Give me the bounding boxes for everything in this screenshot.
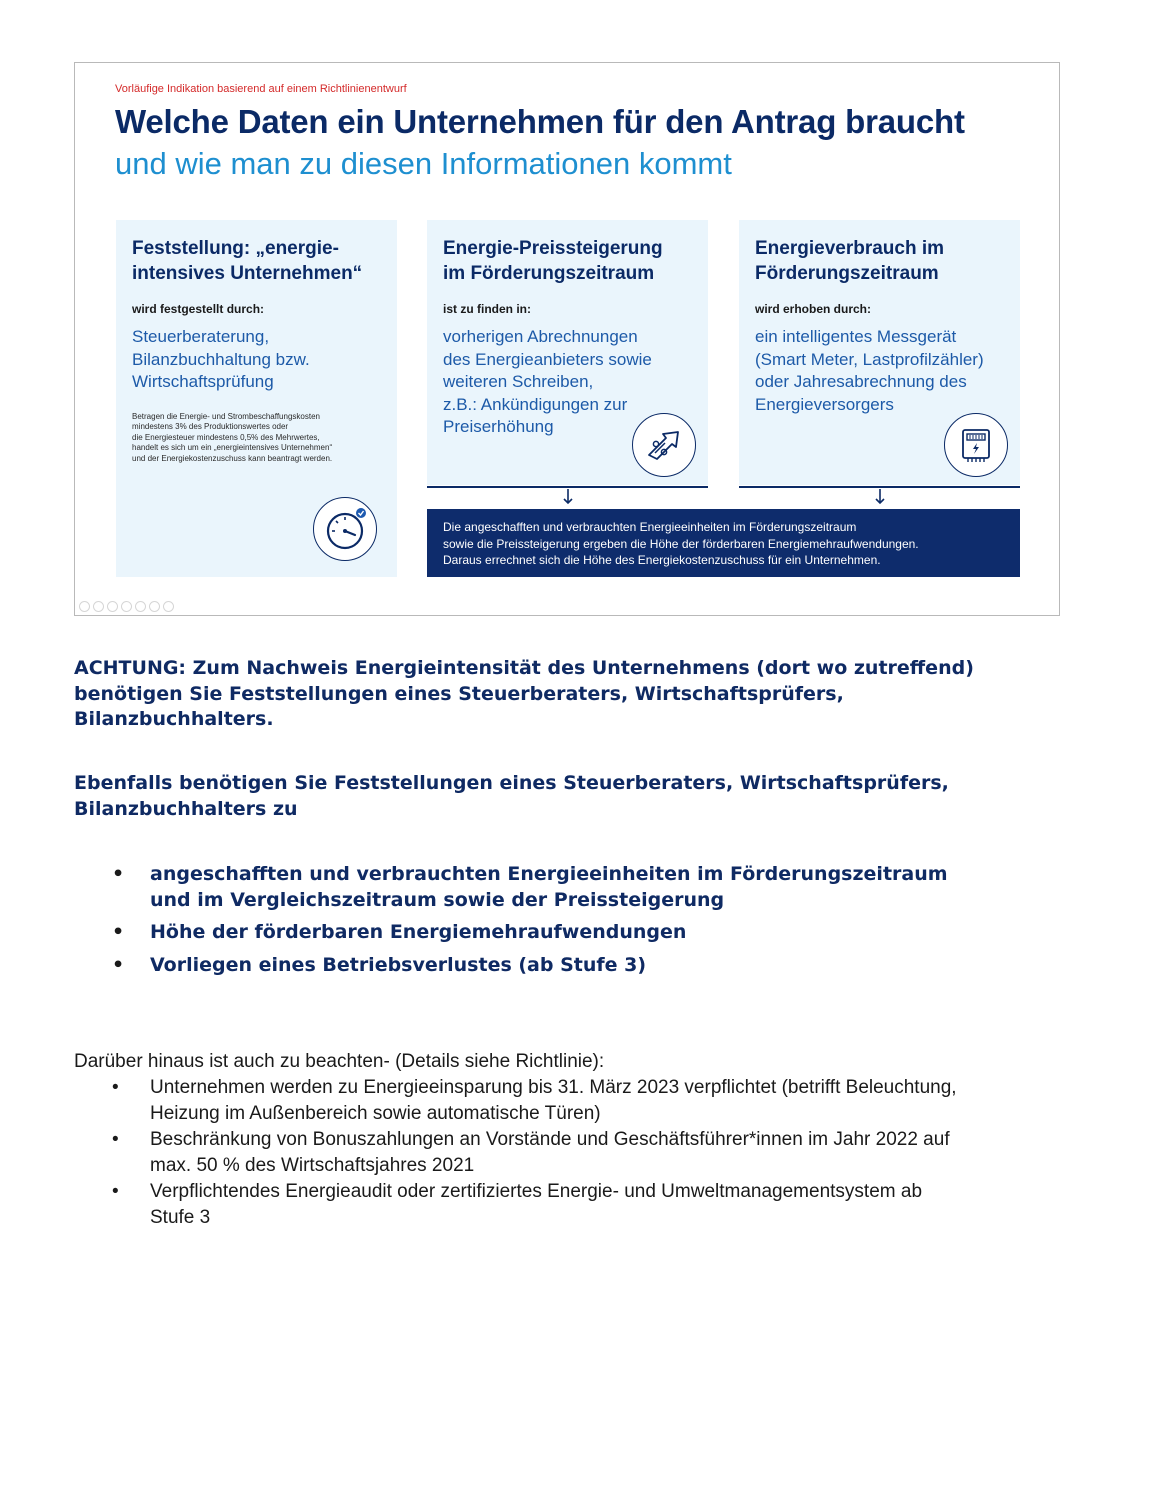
required-findings-list: [74, 862, 1074, 985]
list-item: • Vorliegen eines Betriebsverlustes (ab Stufe 3): [74, 953, 1074, 979]
achtung-paragraph: ACHTUNG: Zum Nachweis Energieintensität des Unternehmens (dort wo zutreffend) benötigen Sie Feststellungen eines Steuerberaters, Wirtschaftsprüfers, Bilanzbuchhalters.: [74, 657, 974, 730]
arrow-down-icon: [561, 489, 575, 505]
card-body: Steuerberaterung, Bilanzbuchhaltung bzw. Wirtschaftsprüfung: [132, 327, 310, 391]
additional-notes-intro: Darüber hinaus ist auch zu beachten- (Details siehe Richtlinie):: [74, 1051, 605, 1072]
slide-title: Welche Daten ein Unternehmen für den Antrag braucht: [115, 103, 965, 140]
list-item: • Beschränkung von Bonuszahlungen an Vorstände und Geschäftsführer*innen im Jahr 2022 auf max. 50 % des Wirtschaftsjahres 2021: [74, 1127, 1074, 1178]
card-title: Energieverbrauch im Förderungszeitraum: [755, 238, 945, 284]
card-subtitle: wird erhoben durch:: [755, 302, 872, 316]
percent-arrow-icon: [632, 413, 696, 477]
slides-grid-icon[interactable]: [121, 601, 132, 612]
card-price-increase: [427, 220, 708, 485]
list-item: • Unternehmen werden zu Energieeinsparung bis 31. März 2023 verpflichtet (betrifft Beleuchtung, Heizung im Außenbereich sowie automatische Türen): [74, 1075, 1074, 1126]
zoom-icon[interactable]: [135, 601, 146, 612]
card-subtitle: wird festgestellt durch:: [132, 302, 265, 316]
speedometer-icon: [313, 497, 377, 561]
list-item: • Verpflichtendes Energieaudit oder zertifiziertes Energie- und Umweltmanagementsystem ab Stufe 3: [74, 1179, 1074, 1230]
arrow-down-icon: [873, 489, 887, 505]
result-summary-box: Die angeschafften und verbrauchten Energieeinheiten im Förderungszeitraum sowie die Preissteigerung ergeben die Höhe der förderbaren Energiemehraufwendungen. Daraus errechnet sich die Höhe des Energiekostenzuschuss für ein Unternehmen.: [427, 509, 1020, 577]
card-energy-consumption: [739, 220, 1020, 485]
list-item: • angeschafften und verbrauchten Energieeinheiten im Förderungszeitraum und im Vergleichszeitraum sowie der Preissteigerung: [74, 862, 1074, 913]
card-body: ein intelligentes Messgerät (Smart Meter, Lastprofilzähler) oder Jahresabrechnung des Energieversorgers: [755, 327, 984, 414]
prev-slide-icon[interactable]: [79, 601, 90, 612]
card-footnote: Betragen die Energie- und Strombeschaffungskosten mindestens 3% des Produktionswertes oder die Energiesteuer mindestens 0,5% des Mehrwertes, handelt es sich um ein „energieintensives Unternehmen“ und der Energiekostenzuschuss kann beantragt werden.: [132, 411, 333, 463]
next-slide-icon[interactable]: [93, 601, 104, 612]
card-subtitle: ist zu finden in:: [443, 302, 531, 316]
card-energy-intensive: [116, 220, 397, 577]
card-title: Energie-Preissteigerung im Förderungszeitraum: [443, 238, 663, 284]
preliminary-note: Vorläufige Indikation basierend auf einem Richtlinienentwurf: [115, 83, 407, 95]
list-item: • Höhe der förderbaren Energiemehraufwendungen: [74, 920, 1074, 946]
slide-toolbar: [79, 601, 174, 612]
pen-icon[interactable]: [107, 601, 118, 612]
subtitles-icon[interactable]: [149, 601, 160, 612]
ebenfalls-paragraph: Ebenfalls benötigen Sie Feststellungen eines Steuerberaters, Wirtschaftsprüfers, Bilanzbuchhalters zu: [74, 772, 949, 820]
divider-line: [739, 486, 1020, 488]
card-title: Feststellung: „energie- intensives Unternehmen“: [132, 238, 363, 284]
divider-line: [427, 486, 708, 488]
smart-meter-icon: [944, 413, 1008, 477]
more-options-icon[interactable]: [163, 601, 174, 612]
additional-notes-list: [74, 1075, 1074, 1231]
slide-subtitle: und wie man zu diesen Informationen kommt: [115, 146, 732, 181]
card-body: vorherigen Abrechnungen des Energieanbieters sowie weiteren Schreiben, z.B.: Ankündigungen zur Preiserhöhung: [443, 327, 652, 436]
slide-image: [74, 62, 1060, 616]
